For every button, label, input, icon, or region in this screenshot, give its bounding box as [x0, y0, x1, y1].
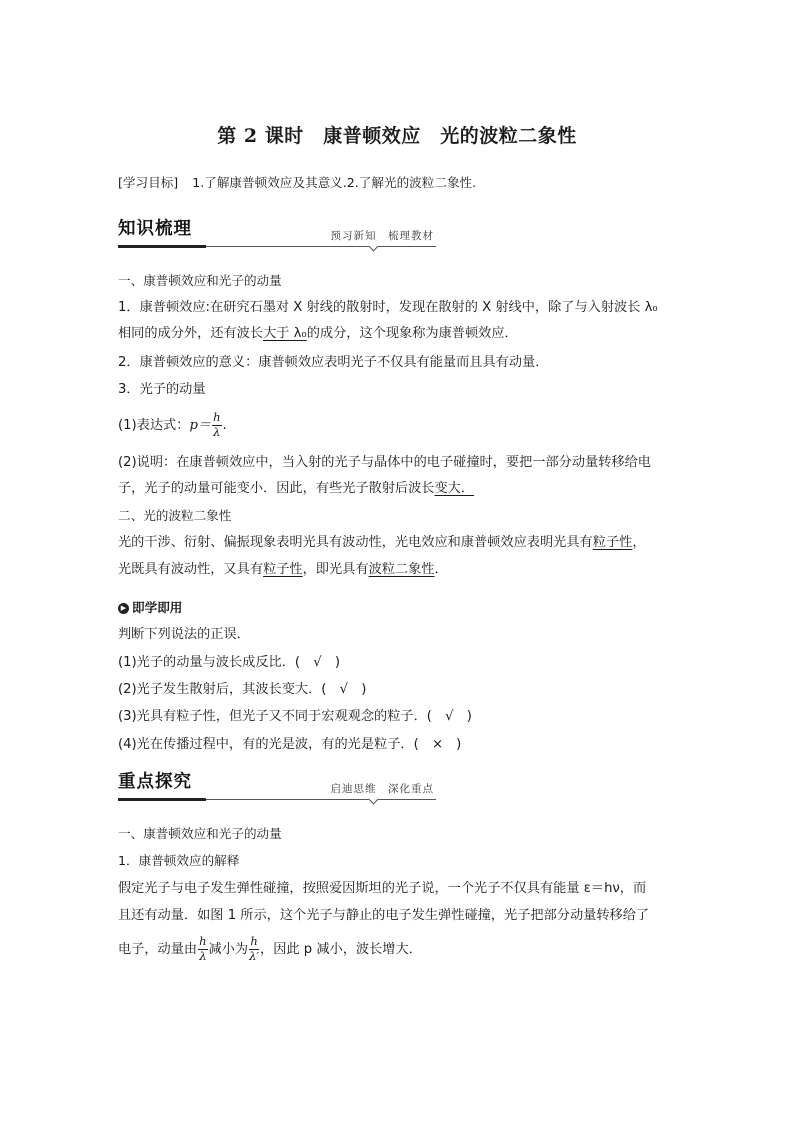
- fraction-h-over-lambda: [212, 412, 221, 438]
- paragraph-explanation-line1: (2)说明：在康普顿效应中，当入射的光子与晶体中的电子碰撞时，要把一部分动量转移给电: [118, 455, 651, 470]
- section-subtitle: 预习新知 梳理教材: [330, 230, 434, 242]
- section-notch: [369, 795, 379, 805]
- heading-compton-momentum-2: 一、康普顿效应和光子的动量: [118, 826, 282, 841]
- paragraph-collision-line2: 且还有动量．如图 1 所示，这个光子与静止的电子发生弹性碰撞，光子把部分动量转移给了: [118, 908, 650, 923]
- section-notch: [369, 242, 379, 252]
- paragraph-compton-effect-line2: [118, 324, 518, 344]
- quiz-intro: 判断下列说法的正误．: [118, 627, 250, 642]
- objective-text: 1.了解康普顿效应及其意义.2.了解光的波粒二象性.: [192, 175, 477, 190]
- formula-label: (1)表达式：: [118, 418, 190, 433]
- text-span: 相同的成分外，还有波长: [118, 326, 264, 341]
- quiz-item: (4)光在传播过程中，有的光是波，有的光是粒子．( × ): [118, 737, 462, 752]
- paragraph-compton-effect-line1: 1．康普顿效应:在研究石墨对 X 射线的散射时，发现在散射的 X 射线中，除了与入射波长 λ₀: [118, 300, 658, 315]
- text-span: .: [222, 418, 227, 433]
- play-icon: ▶: [118, 603, 129, 614]
- text-span: 光的干涉、衍射、偏振现象表明光具有波动性，光电效应和康普顿效应表明光具有: [118, 535, 593, 550]
- paragraph-collision-line3: [118, 933, 422, 967]
- text-span: ，: [632, 535, 646, 550]
- fraction-denominator: λ: [199, 948, 207, 963]
- text-span: ．: [434, 562, 448, 577]
- paragraph-duality-line2: [118, 560, 448, 580]
- quiz-title: 即学即用: [132, 600, 183, 615]
- formula-line: [118, 411, 227, 441]
- paragraph-significance: 2．康普顿效应的意义：康普顿效应表明光子不仅具有能量而且具有动量．: [118, 355, 549, 370]
- learning-objectives: [118, 173, 476, 193]
- lesson-title: 第 2 课时 康普顿效应 光的波粒二象性: [217, 125, 577, 147]
- fraction-numerator: h: [213, 410, 221, 424]
- text-span: 的成分，这个现象称为康普顿效应．: [306, 326, 518, 341]
- formula-lhs: p＝: [189, 418, 212, 433]
- fraction-numerator: h: [199, 934, 207, 948]
- heading-compton-momentum: 一、康普顿效应和光子的动量: [118, 273, 282, 288]
- answer-underline: 波粒二象性: [368, 562, 435, 577]
- fraction-denominator: λ: [213, 424, 221, 439]
- objective-label: [学习目标]: [118, 175, 179, 190]
- fraction-h-over-lambda-prime: [249, 936, 259, 962]
- text-span: 子，光子的动量可能变小．因此，有些光子散射后波长: [118, 481, 435, 496]
- answer-underline: 粒子性: [592, 535, 633, 550]
- answer-underline: 粒子性: [263, 562, 303, 577]
- section-title: 重点探究: [118, 772, 192, 792]
- quiz-item: (2)光子发生散射后，其波长变大．( √ ): [118, 682, 367, 697]
- fraction-h-over-lambda: [198, 936, 207, 962]
- fraction-denominator: λ′: [249, 948, 260, 963]
- heading-compton-explanation: 1．康普顿效应的解释: [118, 853, 240, 868]
- text-span: ，因此 p 减小，波长增大．: [260, 942, 422, 957]
- quiz-item: (3)光具有粒子性，但光子又不同于宏观观念的粒子．( √ ): [118, 709, 472, 724]
- fraction-numerator: h: [250, 934, 258, 948]
- answer-underline: 变大．: [434, 481, 475, 496]
- answer-underline: 大于 λ₀: [263, 326, 307, 341]
- section-bar: [118, 245, 206, 248]
- section-bar: [118, 798, 206, 801]
- quiz-heading: [118, 598, 182, 618]
- text-span: 光既具有波动性，又具有: [118, 562, 264, 577]
- text-span: ，即光具有: [302, 562, 369, 577]
- section-subtitle: 启迪思维 深化重点: [330, 783, 434, 795]
- heading-photon-momentum: 3．光子的动量: [118, 382, 206, 397]
- text-span: 减小为: [208, 942, 249, 957]
- text-span: 电子，动量由: [118, 942, 198, 957]
- heading-wave-particle: 二、光的波粒二象性: [118, 508, 232, 523]
- paragraph-collision-line1: 假定光子与电子发生弹性碰撞，按照爱因斯坦的光子说，一个光子不仅具有能量 ε＝hν，而: [118, 881, 647, 896]
- section-title: 知识梳理: [118, 219, 192, 239]
- section-header-focus: [118, 773, 436, 801]
- section-header-knowledge: [118, 220, 436, 248]
- paragraph-explanation-line2: [118, 479, 474, 499]
- quiz-item: (1)光子的动量与波长成反比．( √ ): [118, 655, 340, 670]
- paragraph-duality-line1: [118, 533, 646, 553]
